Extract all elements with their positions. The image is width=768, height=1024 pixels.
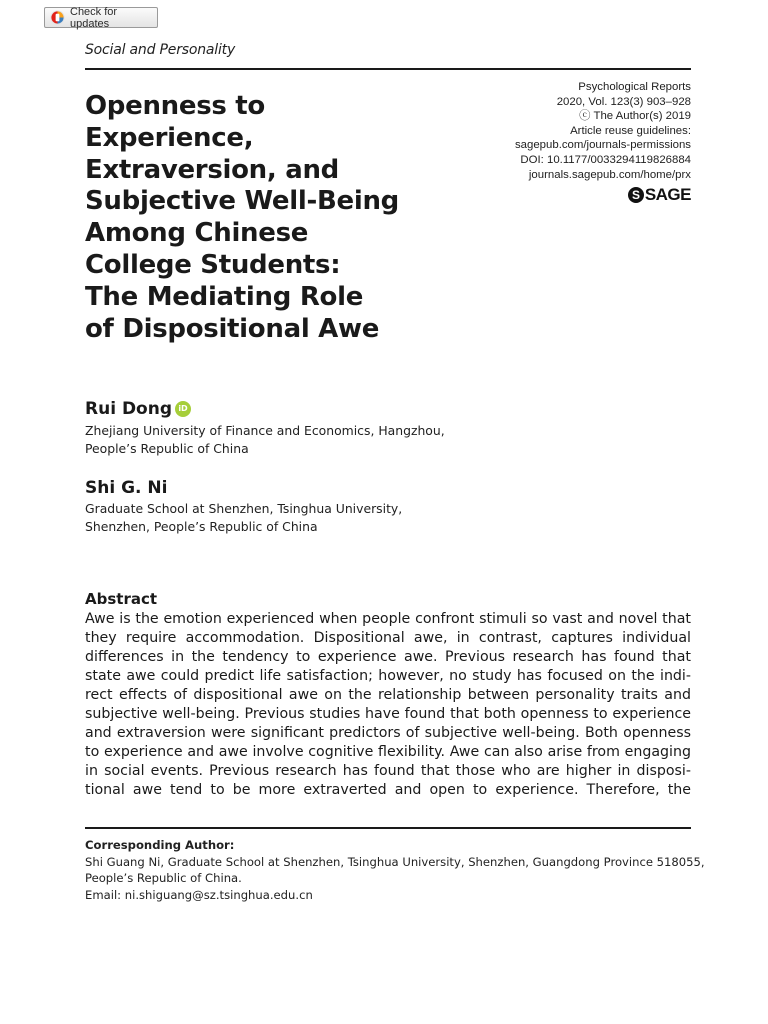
- footnote-line: Shi Guang Ni, Graduate School at Shenzhen, Tsinghua University, Shenzhen, Guangdong Province 518055,: [85, 854, 705, 869]
- journal-volume: 2020, Vol. 123(3) 903–928: [556, 95, 691, 108]
- abstract-line: rect effects of dispositional awe on the relationship between personality traits and: [85, 687, 691, 703]
- abstract-body: [85, 610, 691, 800]
- sage-logo-icon: S: [628, 187, 644, 203]
- title-line: Among Chinese: [85, 218, 309, 249]
- title-line: Openness to: [85, 91, 265, 121]
- title-line: Experience,: [85, 122, 254, 153]
- author-name-text: Rui Dong: [85, 399, 173, 419]
- doi-link[interactable]: DOI: 10.1177/0033294119826884: [520, 153, 691, 166]
- author-affiliation: [85, 500, 402, 535]
- section-label: Social and Personality: [85, 42, 236, 58]
- journal-name: Psychological Reports: [578, 81, 691, 93]
- footnote-heading: Corresponding Author:: [85, 838, 235, 852]
- title-line: Extraversion, and: [85, 154, 339, 185]
- abstract-heading: Abstract: [85, 590, 158, 608]
- check-for-updates-button[interactable]: [44, 7, 158, 28]
- journal-home-link[interactable]: journals.sagepub.com/home/prx: [528, 168, 691, 181]
- affiliation-line: Shenzhen, People’s Republic of China: [85, 518, 318, 534]
- corresponding-author-footnote: [85, 837, 705, 903]
- title-line: College Students:: [85, 249, 341, 280]
- check-for-updates-label: Check for updates: [70, 5, 118, 30]
- orcid-icon[interactable]: iD: [175, 401, 191, 417]
- title-line: Subjective Well-Being: [85, 186, 399, 217]
- abstract-line: subjective well-being. Previous studies have found that both openness to experience: [85, 706, 691, 722]
- article-title: [85, 91, 445, 345]
- journal-info: [515, 80, 691, 182]
- sage-logo-text: SAGE: [644, 185, 691, 204]
- abstract-line: they require accommodation. Dispositional awe, in contrast, captures individual: [85, 630, 691, 646]
- permissions-link[interactable]: sagepub.com/journals-permissions: [514, 139, 691, 152]
- reuse-guidelines-label: Article reuse guidelines:: [570, 124, 691, 137]
- abstract-line: Awe is the emotion experienced when people confront stimuli so vast and novel that: [85, 611, 691, 627]
- crossmark-icon: [50, 10, 65, 25]
- title-line: of Dispositional Awe: [85, 313, 380, 344]
- abstract-line: and extraversion were significant predictors of subjective well-being. Both openness: [85, 725, 691, 741]
- abstract-line: differences in the tendency to experience awe. Previous research has found that: [85, 649, 691, 665]
- author-name: [85, 478, 167, 498]
- abstract-line: in social events. Previous research has found that those who are higher in disposi-: [85, 763, 691, 779]
- affiliation-line: Zhejiang University of Finance and Economics, Hangzhou,: [85, 423, 445, 438]
- affiliation-line: People’s Republic of China: [85, 440, 249, 456]
- header-divider: [85, 68, 691, 70]
- abstract-line: to experience and awe involve cognitive flexibility. Awe can also arise from engaging: [85, 744, 691, 760]
- affiliation-line: Graduate School at Shenzhen, Tsinghua University,: [85, 501, 403, 516]
- abstract-line: tional awe tend to be more extraverted and open to experience. Therefore, the: [85, 782, 691, 798]
- sage-logo: [628, 185, 691, 205]
- author-name-text: Shi G. Ni: [85, 478, 168, 498]
- footnote-divider: [85, 827, 691, 829]
- author-affiliation: [85, 422, 445, 457]
- title-line: The Mediating Role: [85, 281, 364, 312]
- footnote-email[interactable]: Email: ni.shiguang@sz.tsinghua.edu.cn: [85, 887, 313, 902]
- footnote-line: People’s Republic of China.: [85, 871, 242, 885]
- abstract-line: state awe could predict life satisfaction; however, no study has focused on the indi-: [85, 668, 691, 684]
- author-name: [85, 399, 191, 419]
- copyright-notice: ⓒ The Author(s) 2019: [579, 110, 691, 123]
